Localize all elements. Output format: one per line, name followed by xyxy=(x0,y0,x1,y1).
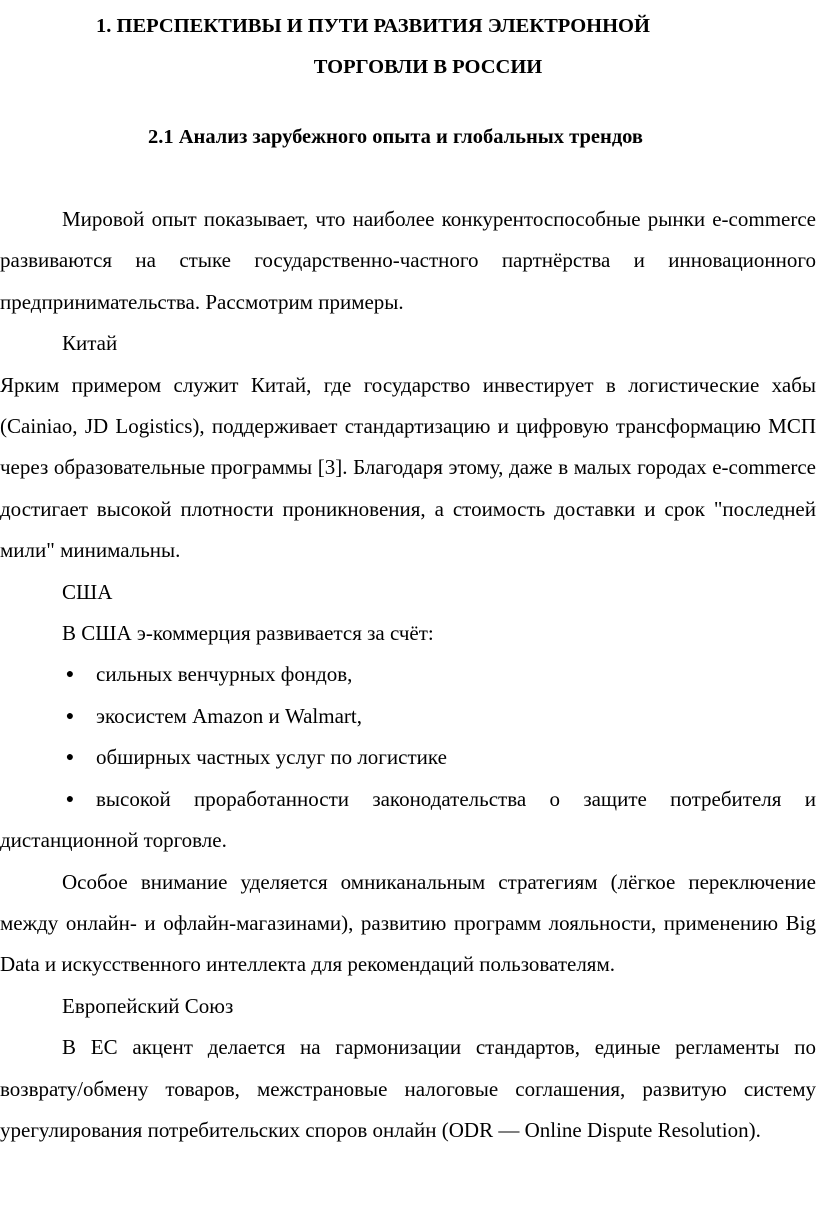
section-body xyxy=(0,199,816,1151)
paragraph-usa-intro: В США э-коммерция развивается за счёт: xyxy=(62,621,434,646)
paragraph-eu-text: В ЕС акцент делается на гармонизации стандартов, единые регламенты по возврату/обмену товаров, межстрановые налоговые соглашения, развитую систему урегулирования потребительских споров онлайн (ODR — Online Dispute Resolution). xyxy=(0,1035,816,1142)
paragraph-intro: Мировой опыт показывает, что наиболее конкурентоспособные рынки e-commerce развиваются на стыке государственно-частного партнёрства и инновационного предпринимательства. Рассмотрим примеры. xyxy=(0,207,816,314)
list-item-text: экосистем Amazon и Walmart, xyxy=(96,703,362,728)
bullet-icon: ● xyxy=(65,667,75,683)
paragraph-eu-title: Европейский Союз xyxy=(62,993,234,1018)
list-item xyxy=(0,737,816,778)
chapter-heading-line-2: ТОРГОВЛИ В РОССИИ xyxy=(313,56,543,78)
bullet-icon: ● xyxy=(65,791,75,807)
bullet-icon: ● xyxy=(65,750,75,766)
paragraph-usa-text: Особое внимание уделяется омниканальным стратегиям (лёгкое переключение между онлайн- и офлайн-магазинами), развитию программ лояльности, применению Big Data и искусственного интеллекта для рекомендаций пользователям. xyxy=(0,869,816,977)
list-item-text: высокой проработанности законодательства о защите потребителя и дистанционной торговле. xyxy=(0,786,816,853)
bullet-icon: ● xyxy=(65,708,75,724)
list-item xyxy=(0,654,816,695)
chapter-heading-line-1: 1. ПЕРСПЕКТИВЫ И ПУТИ РАЗВИТИЯ ЭЛЕКТРОННОЙ xyxy=(96,15,650,37)
list-item-text: обширных частных услуг по логистике xyxy=(96,745,447,770)
list-item xyxy=(0,779,816,862)
chapter-heading xyxy=(0,6,816,88)
section-heading: 2.1 Анализ зарубежного опыта и глобальных трендов xyxy=(148,126,643,148)
paragraph-china-title: Китай xyxy=(62,331,118,356)
list-item-text: сильных венчурных фондов, xyxy=(96,662,353,687)
paragraph-china-text: Ярким примером служит Китай, где государство инвестирует в логистические хабы (Cainiao, JD Logistics), поддерживает стандартизацию и цифровую трансформацию МСП через образовательные программы [3]. Благодаря этому, даже в малых городах e-commerce достигает высокой плотности проникновения, а стоимость доставки и срок "последней мили" минимальны. xyxy=(0,372,816,563)
list-item xyxy=(0,696,816,737)
paragraph-usa-title: США xyxy=(62,579,113,604)
